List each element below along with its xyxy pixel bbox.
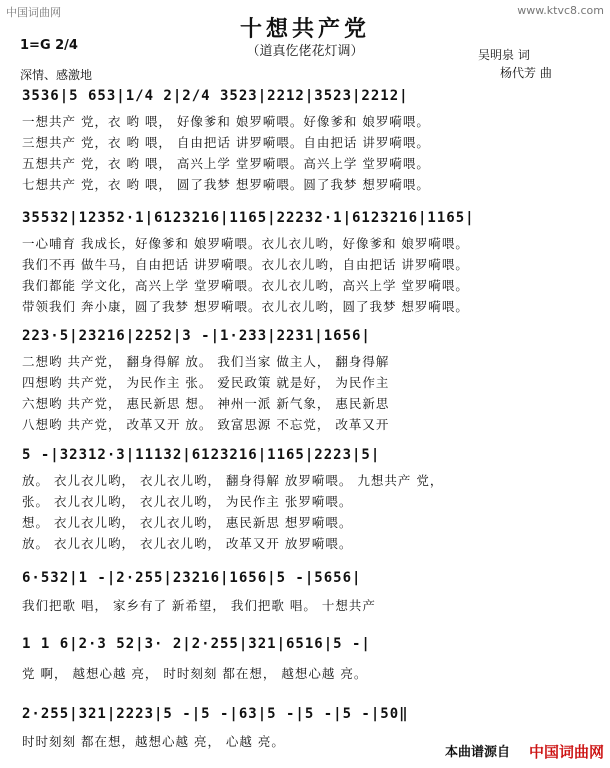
notation-line: 1 1 6|2·3 52|3· 2|2·255|321|6516|5 -| [22,636,371,652]
lyric-line: 八想哟 共产党， 改革又开 放。 致富思源 不忘党， 改革又开 [22,417,390,432]
lyric-line: 张。 衣儿衣儿哟， 衣儿衣儿哟， 为民作主 张罗嗬喂。 [22,494,353,509]
key-signature: 1=G 2/4 [20,38,78,53]
lyric-line: 一想共产 党，衣 哟 喂， 好像爹和 娘罗嗬喂。好像爹和 娘罗嗬喂。 [22,114,430,129]
notation-line: 35532|12352·1|6123216|1165|22232·1|6123216|1165| [22,210,475,226]
song-title: 十想共产党 [239,16,370,42]
site-logo: 中国词曲网 [528,743,604,761]
lyric-line: 放。 衣儿衣儿哟， 衣儿衣儿哟， 翻身得解 放罗嗬喂。 九想共产 党， [22,473,444,488]
lyric-line: 我们把歌 唱， 家乡有了 新希望， 我们把歌 唱。 十想共产 [22,598,376,613]
lyric-line: 我们都能 学文化，高兴上学 堂罗嗬喂。衣儿衣儿哟，高兴上学 堂罗嗬喂。 [22,278,469,293]
lyric-line: 想。 衣儿衣儿哟， 衣儿衣儿哟， 惠民新思 想罗嗬喂。 [22,515,353,530]
notation-line: 3536|5 653|1/4 2|2/4 3523|2212|3523|2212| [22,88,409,104]
notation-line: 6·532|1 -|2·255|23216|1656|5 -|5656| [22,570,362,586]
lyric-line: 带领我们 奔小康，圆了我梦 想罗嗬喂。衣儿衣儿哟，圆了我梦 想罗嗬喂。 [22,299,469,314]
lyric-line: 六想哟 共产党， 惠民新思 想。 神州一派 新气象， 惠民新思 [22,396,390,411]
source-note: 本曲谱源自 [444,745,510,760]
lyric-line: 五想共产 党，衣 哟 喂， 高兴上学 堂罗嗬喂。高兴上学 堂罗嗬喂。 [22,156,430,171]
expression-mark: 深情、感激地 [20,68,93,82]
lyric-line: 党 啊， 越想心越 亮， 时时刻刻 都在想， 越想心越 亮。 [22,666,368,681]
notation-line: 223·5|23216|2252|3 -|1·233|2231|1656| [22,328,371,344]
lyric-line: 二想哟 共产党， 翻身得解 放。 我们当家 做主人， 翻身得解 [22,354,390,369]
lyric-line: 一心哺育 我成长，好像爹和 娘罗嗬喂。衣儿衣儿哟，好像爹和 娘罗嗬喂。 [22,236,469,251]
lyric-line: 放。 衣儿衣儿哟， 衣儿衣儿哟， 改革又开 放罗嗬喂。 [22,536,353,551]
lyric-line: 七想共产 党，衣 哟 喂， 圆了我梦 想罗嗬喂。圆了我梦 想罗嗬喂。 [22,177,430,192]
lyric-line: 四想哟 共产党， 为民作主 张。 爱民政策 就是好， 为民作主 [22,375,390,390]
lyric-line: 三想共产 党，衣 哟 喂， 自由把话 讲罗嗬喂。自由把话 讲罗嗬喂。 [22,135,430,150]
lyric-line: 我们不再 做牛马，自由把话 讲罗嗬喂。衣儿衣儿哟，自由把话 讲罗嗬喂。 [22,257,469,272]
lyric-line: 时时刻刻 都在想，越想心越 亮， 心越 亮。 [22,734,285,749]
notation-line: 5 -|32312·3|11132|6123216|1165|2223|5| [22,447,381,463]
watermark-site-name: 中国词曲网 [6,6,61,19]
composer-credit: 杨代芳 曲 [500,66,552,80]
notation-line: 2·255|321|2223|5 -|5 -|63|5 -|5 -|5 -|50‖ [22,706,409,722]
watermark-site-url: www.ktvc8.com [517,4,604,17]
lyricist-credit: 吴明泉 词 [478,48,530,62]
song-subtitle: （道真仡佬花灯调） [246,44,364,59]
